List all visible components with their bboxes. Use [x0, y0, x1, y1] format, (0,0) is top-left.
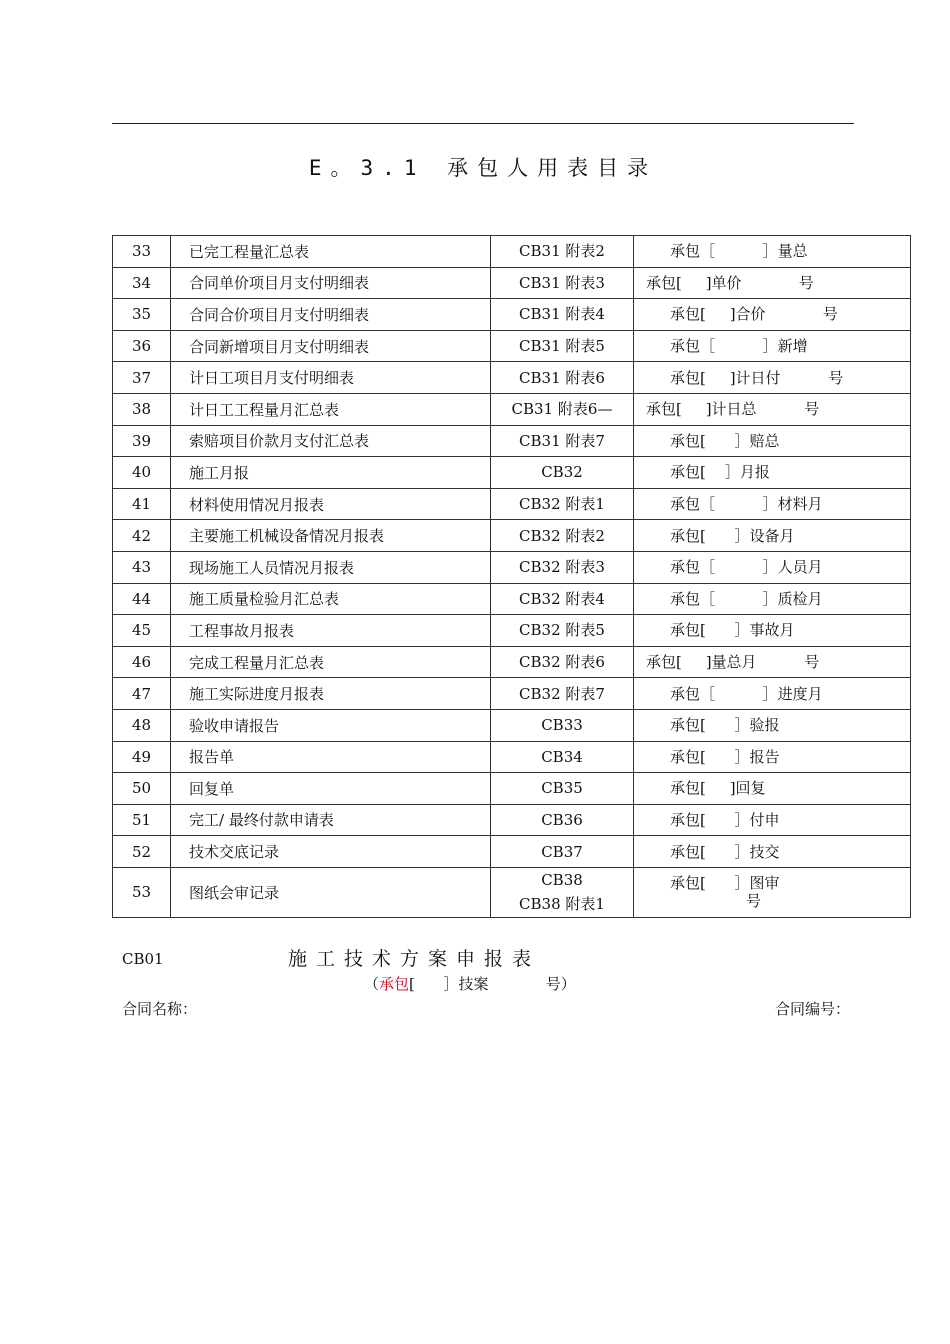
form-numbering-text: 承包[ ]量总月 号 [646, 653, 820, 672]
form-code-text: CB32 [541, 463, 583, 482]
form-code-text: CB31 附表4 [519, 305, 605, 324]
table-row [113, 741, 911, 773]
form-name: 完工/ 最终付款申请表 [171, 804, 491, 836]
form-numbering-text: 承包[ ］事故月 [670, 621, 795, 640]
form-numbering-text: 承包[ ]计日付 号 [670, 368, 844, 387]
form-numbering-text: 承包[ ］图审 [670, 874, 780, 893]
form-code-cell [491, 393, 634, 425]
form-code-cell [491, 299, 634, 331]
form-code-cell [491, 362, 634, 394]
form-numbering-cell [634, 615, 911, 647]
form-numbering-text: 承包[ ］赔总 [670, 431, 780, 450]
table-row [113, 362, 911, 394]
table-row [113, 709, 911, 741]
form-numbering-text: 承包[ ］报告 [670, 747, 780, 766]
row-number: 46 [113, 646, 171, 678]
row-number: 43 [113, 551, 171, 583]
row-number: 40 [113, 457, 171, 489]
form-code-cell [491, 457, 634, 489]
form-numbering-cell [634, 773, 911, 805]
form-title: 施工技术方案申报表 [288, 948, 541, 970]
form-numbering-cell [634, 362, 911, 394]
form-name: 合同合价项目月支付明细表 [171, 299, 491, 331]
row-number: 41 [113, 488, 171, 520]
form-code-text: CB32 附表4 [519, 589, 605, 608]
form-numbering-cell [634, 267, 911, 299]
contract-no-label: 合同编号： [774, 1000, 850, 1018]
form-code-cell [491, 551, 634, 583]
form-code-text: CB32 附表1 [519, 495, 605, 514]
form-numbering-text: 承包[ ]计日总 号 [646, 400, 820, 419]
form-code-text: CB37 [541, 842, 583, 861]
form-code-text: CB31 附表3 [519, 273, 605, 292]
form-numbering-cell [634, 299, 911, 331]
form-numbering-text: 承包[ ］设备月 [670, 526, 795, 545]
form-name: 已完工程量汇总表 [171, 236, 491, 268]
row-number: 52 [113, 836, 171, 868]
form-name: 主要施工机械设备情况月报表 [171, 520, 491, 552]
form-numbering-cell [634, 709, 911, 741]
table-row [113, 615, 911, 647]
form-header [112, 940, 854, 1020]
row-number: 49 [113, 741, 171, 773]
row-number: 44 [113, 583, 171, 615]
form-numbering-cell [634, 330, 911, 362]
form-numbering-cell [634, 804, 911, 836]
table-row [113, 678, 911, 710]
form-numbering-cell [634, 867, 911, 917]
form-numbering-cell [634, 836, 911, 868]
form-code-cell [491, 678, 634, 710]
form-numbering-cell [634, 488, 911, 520]
row-number: 51 [113, 804, 171, 836]
form-name: 材料使用情况月报表 [171, 488, 491, 520]
form-name: 合同新增项目月支付明细表 [171, 330, 491, 362]
form-numbering-text-2: 号 [746, 892, 762, 911]
form-name: 索赔项目价款月支付汇总表 [171, 425, 491, 457]
form-code-cell [491, 709, 634, 741]
row-number: 35 [113, 299, 171, 331]
form-numbering-cell [634, 678, 911, 710]
row-number: 37 [113, 362, 171, 394]
form-code-text: CB32 附表5 [519, 621, 605, 640]
form-number-open: （ [364, 975, 380, 993]
form-code-text: CB34 [541, 747, 583, 766]
form-code-text: CB32 附表3 [519, 558, 605, 577]
catalog-table [112, 235, 911, 918]
form-code-cell [491, 488, 634, 520]
form-code-text: CB31 附表2 [519, 242, 605, 261]
form-name: 报告单 [171, 741, 491, 773]
table-row [113, 488, 911, 520]
form-numbering-text: 承包［ ］量总 [670, 242, 808, 261]
form-code-text: CB35 [541, 779, 583, 798]
form-code-cell [491, 615, 634, 647]
form-name: 计日工工程量月汇总表 [171, 393, 491, 425]
table-row [113, 457, 911, 489]
form-name: 图纸会审记录 [171, 867, 491, 917]
form-numbering-text: 承包［ ］新增 [670, 337, 808, 356]
form-code-cell [491, 330, 634, 362]
form-numbering-text: 承包［ ］人员月 [670, 558, 823, 577]
form-numbering-cell [634, 741, 911, 773]
table-row [113, 804, 911, 836]
form-code-text: CB32 附表7 [519, 684, 605, 703]
form-numbering-text: 承包[ ］技交 [670, 842, 780, 861]
catalog-body [113, 236, 911, 918]
row-number: 47 [113, 678, 171, 710]
form-numbering-cell [634, 646, 911, 678]
table-row [113, 520, 911, 552]
table-row [113, 393, 911, 425]
form-code-cell [491, 804, 634, 836]
form-numbering-text: 承包[ ]回复 [670, 779, 766, 798]
form-name: 合同单价项目月支付明细表 [171, 267, 491, 299]
form-numbering-text: 承包[ ］付申 [670, 810, 780, 829]
row-number: 53 [113, 867, 171, 917]
form-numbering-text: 承包［ ］材料月 [670, 495, 823, 514]
form-numbering-text: 承包［ ］质检月 [670, 589, 823, 608]
form-code-text: CB32 附表2 [519, 526, 605, 545]
form-code-text: CB32 附表6 [519, 653, 605, 672]
form-numbering-cell [634, 520, 911, 552]
form-name: 施工质量检验月汇总表 [171, 583, 491, 615]
table-row [113, 583, 911, 615]
form-name: 完成工程量月汇总表 [171, 646, 491, 678]
form-name: 工程事故月报表 [171, 615, 491, 647]
form-code-text: CB31 附表6— [511, 400, 613, 419]
row-number: 36 [113, 330, 171, 362]
form-code-text: CB31 附表5 [519, 337, 605, 356]
form-code-cell [491, 236, 634, 268]
form-code-cell [491, 646, 634, 678]
form-numbering-text: 承包[ ］月报 [670, 463, 770, 482]
table-row [113, 836, 911, 868]
form-numbering-text: 承包［ ］进度月 [670, 684, 823, 703]
form-code-cell [491, 583, 634, 615]
form-code-text: CB36 [541, 810, 583, 829]
row-number: 34 [113, 267, 171, 299]
form-code-text: CB33 [541, 716, 583, 735]
contract-name-label: 合同名称： [122, 1000, 198, 1018]
form-name: 计日工项目月支付明细表 [171, 362, 491, 394]
form-code: CB01 [122, 950, 164, 968]
row-number: 50 [113, 773, 171, 805]
row-number: 39 [113, 425, 171, 457]
form-code-cell [491, 520, 634, 552]
table-row [113, 551, 911, 583]
form-name: 施工月报 [171, 457, 491, 489]
form-name: 技术交底记录 [171, 836, 491, 868]
form-numbering-cell [634, 583, 911, 615]
table-row [113, 330, 911, 362]
form-code-cell [491, 867, 634, 917]
table-row [113, 773, 911, 805]
form-name: 现场施工人员情况月报表 [171, 551, 491, 583]
form-code-cell [491, 425, 634, 457]
form-numbering-cell [634, 393, 911, 425]
table-row [113, 425, 911, 457]
form-numbering-cell [634, 236, 911, 268]
table-row [113, 236, 911, 268]
form-name: 回复单 [171, 773, 491, 805]
table-row [113, 267, 911, 299]
form-name: 验收申请报告 [171, 709, 491, 741]
form-code-text: CB31 附表7 [519, 431, 605, 450]
form-numbering-text: 承包[ ]合价 号 [670, 305, 838, 324]
form-numbering-cell [634, 425, 911, 457]
form-number-prefix: 承包 [379, 975, 410, 993]
table-row [113, 867, 911, 917]
form-code-text: CB38 [541, 871, 583, 890]
form-name: 施工实际进度月报表 [171, 678, 491, 710]
page-title: E。3.1 承包人用表目录 [308, 156, 658, 180]
form-code-cell [491, 741, 634, 773]
form-numbering-text: 承包[ ］验报 [670, 716, 780, 735]
form-numbering-cell [634, 551, 911, 583]
top-rule [112, 123, 854, 124]
form-code-cell [491, 836, 634, 868]
table-row [113, 299, 911, 331]
row-number: 45 [113, 615, 171, 647]
form-code-cell [491, 267, 634, 299]
form-number [364, 973, 576, 994]
form-numbering-text: 承包[ ]单价 号 [646, 273, 814, 292]
form-code-text-2: CB38 附表1 [519, 895, 605, 914]
form-number-rest: [ ］技案 号） [409, 975, 576, 993]
row-number: 42 [113, 520, 171, 552]
form-numbering-cell [634, 457, 911, 489]
row-number: 48 [113, 709, 171, 741]
row-number: 38 [113, 393, 171, 425]
row-number: 33 [113, 236, 171, 268]
form-code-text: CB31 附表6 [519, 368, 605, 387]
form-code-cell [491, 773, 634, 805]
table-row [113, 646, 911, 678]
